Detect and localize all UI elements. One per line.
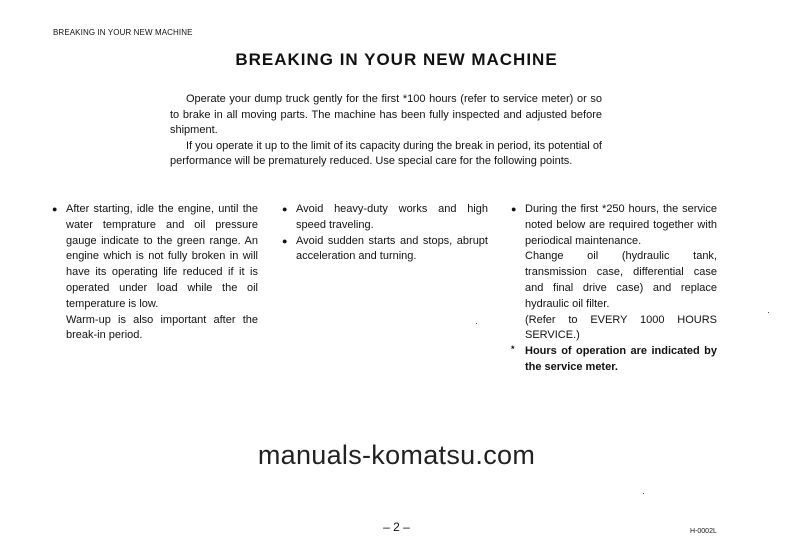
footnote-text: Hours of operation are indicated by the service meter. bbox=[525, 345, 717, 373]
scan-speck bbox=[643, 493, 644, 494]
right-column bbox=[512, 202, 717, 376]
item-text: After starting, idle the engine, until the water temprature and oil pressure gauge indicate to the green range. An engine which is not fully broken in will have its operating life reduced if it is operated under load while the oil temperature is low. bbox=[66, 203, 258, 310]
footnote bbox=[512, 344, 717, 376]
page-number: – 2 – bbox=[383, 520, 410, 534]
item-text: (Refer to EVERY 1000 HOURS SERVICE.) bbox=[525, 313, 717, 342]
document-code: H-0002L bbox=[690, 528, 717, 535]
item-text: Avoid sudden starts and stops, abrupt acceleration and turning. bbox=[296, 234, 488, 263]
item-text: Avoid heavy-duty works and high speed traveling. bbox=[296, 203, 488, 231]
list-item bbox=[283, 234, 488, 266]
running-header: BREAKING IN YOUR NEW MACHINE bbox=[53, 28, 193, 37]
page-title: BREAKING IN YOUR NEW MACHINE bbox=[235, 50, 558, 69]
bullet-icon: ● bbox=[511, 204, 517, 214]
bullet-icon: ● bbox=[282, 204, 288, 214]
scan-speck bbox=[476, 323, 477, 324]
list-item bbox=[512, 202, 717, 344]
list-item bbox=[283, 202, 488, 234]
asterisk-mark: * bbox=[511, 344, 515, 355]
item-text: During the first *250 hours, the service noted below are required together with periodical maintenance. bbox=[525, 203, 717, 247]
watermark: manuals-komatsu.com bbox=[257, 440, 536, 470]
scan-speck bbox=[768, 312, 769, 313]
bullet-icon: ● bbox=[52, 204, 58, 214]
item-text: Warm-up is also important after the break-in period. bbox=[66, 313, 258, 342]
middle-column bbox=[283, 202, 488, 265]
list-item bbox=[53, 202, 258, 344]
intro-paragraph: If you operate it up to the limit of its capacity during the break in period, its potential of performance will be prematurely reduced. Use special care for the following points. bbox=[170, 139, 602, 168]
left-column bbox=[53, 202, 258, 344]
bullet-icon: ● bbox=[282, 235, 288, 246]
intro-paragraph: Operate your dump truck gently for the first *100 hours (refer to service meter) or so to brake in all moving parts. The machine has been fully inspected and adjusted before shipment. bbox=[170, 93, 602, 137]
intro-text bbox=[170, 92, 602, 170]
item-text: Change oil (hydraulic tank, transmission case, differential case and final drive case) and replace hydraulic oil filter. bbox=[525, 250, 717, 310]
